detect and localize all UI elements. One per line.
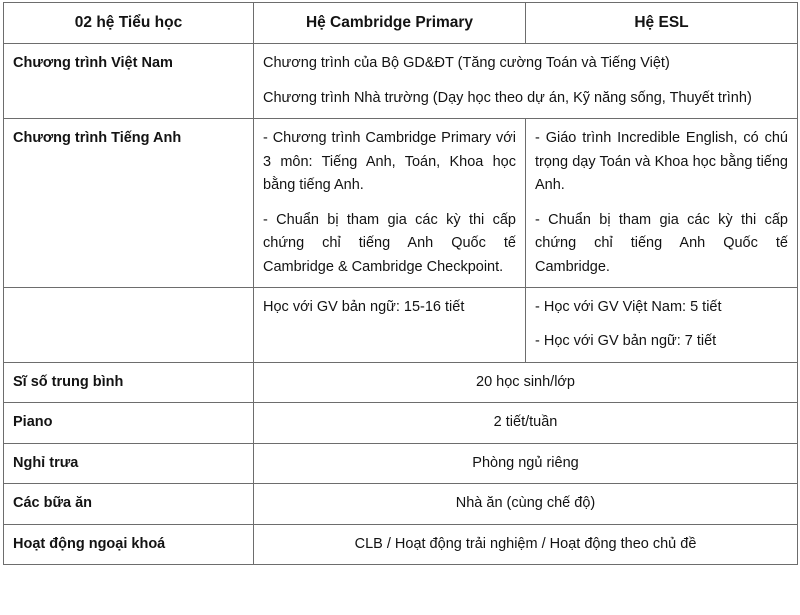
- table-header-row: [4, 3, 798, 44]
- program-comparison-table: [3, 2, 798, 565]
- table-row-vietnam-program: [4, 44, 798, 119]
- table-row-nap: [4, 443, 798, 483]
- table-row-piano: [4, 403, 798, 443]
- comparison-table-page: [0, 2, 800, 615]
- row-label-meals: Các bữa ăn: [4, 484, 254, 524]
- column-header-system: 02 hệ Tiểu học: [4, 3, 254, 44]
- row-label-english-program: Chương trình Tiếng Anh: [4, 119, 254, 288]
- table-row-class-size: [4, 362, 798, 402]
- cell-class-size-value: 20 học sinh/lớp: [254, 362, 798, 402]
- column-header-esl: Hệ ESL: [526, 3, 798, 44]
- lessons-esl-line-2: - Học với GV bản ngữ: 7 tiết: [535, 333, 717, 350]
- row-label-nap: Nghỉ trưa: [4, 443, 254, 483]
- cell-english-program-cambridge: [254, 119, 526, 288]
- cell-meals-value: Nhà ăn (cùng chế độ): [254, 484, 798, 524]
- vietnam-program-line-1: Chương trình của Bộ GD&ĐT (Tăng cường Toán và Tiếng Việt): [263, 55, 670, 72]
- cell-extracurricular-value: CLB / Hoạt động trải nghiệm / Hoạt động theo chủ đề: [254, 524, 798, 564]
- row-label-lessons: [4, 287, 254, 362]
- table-row-meals: [4, 484, 798, 524]
- cell-lessons-cambridge: [254, 287, 526, 362]
- lessons-cambridge-line-1: Học với GV bản ngữ: 15-16 tiết: [263, 298, 465, 315]
- cell-nap-value: Phòng ngủ riêng: [254, 443, 798, 483]
- vietnam-program-line-2: Chương trình Nhà trường (Dạy học theo dự án, Kỹ năng sống, Thuyết trình): [263, 89, 752, 106]
- table-row-english-program: [4, 119, 798, 288]
- cambridge-english-line-2: - Chuẩn bị tham gia các kỳ thi cấp chứng chỉ tiếng Anh Quốc tế Cambridge & Cambridge Checkpoint.: [263, 211, 516, 275]
- row-label-extracurricular: Hoạt động ngoại khoá: [4, 524, 254, 564]
- row-label-class-size: Sĩ số trung bình: [4, 362, 254, 402]
- cell-english-program-esl: [526, 119, 798, 288]
- row-label-vietnam-program: Chương trình Việt Nam: [4, 44, 254, 119]
- cell-vietnam-program-value: [254, 44, 798, 119]
- esl-english-line-1: - Giáo trình Incredible English, có chú trọng dạy Toán và Khoa học bằng tiếng Anh.: [535, 130, 788, 194]
- column-header-cambridge: Hệ Cambridge Primary: [254, 3, 526, 44]
- cell-piano-value: 2 tiết/tuần: [254, 403, 798, 443]
- table-row-lessons: [4, 287, 798, 362]
- cell-lessons-esl: [526, 287, 798, 362]
- table-row-extracurricular: [4, 524, 798, 564]
- row-label-piano: Piano: [4, 403, 254, 443]
- cambridge-english-line-1: - Chương trình Cambridge Primary với 3 môn: Tiếng Anh, Toán, Khoa học bằng tiếng Anh.: [263, 130, 516, 194]
- esl-english-line-2: - Chuẩn bị tham gia các kỳ thi cấp chứng chỉ tiếng Anh Quốc tế Cambridge.: [535, 211, 788, 275]
- lessons-esl-line-1: - Học với GV Việt Nam: 5 tiết: [535, 298, 722, 315]
